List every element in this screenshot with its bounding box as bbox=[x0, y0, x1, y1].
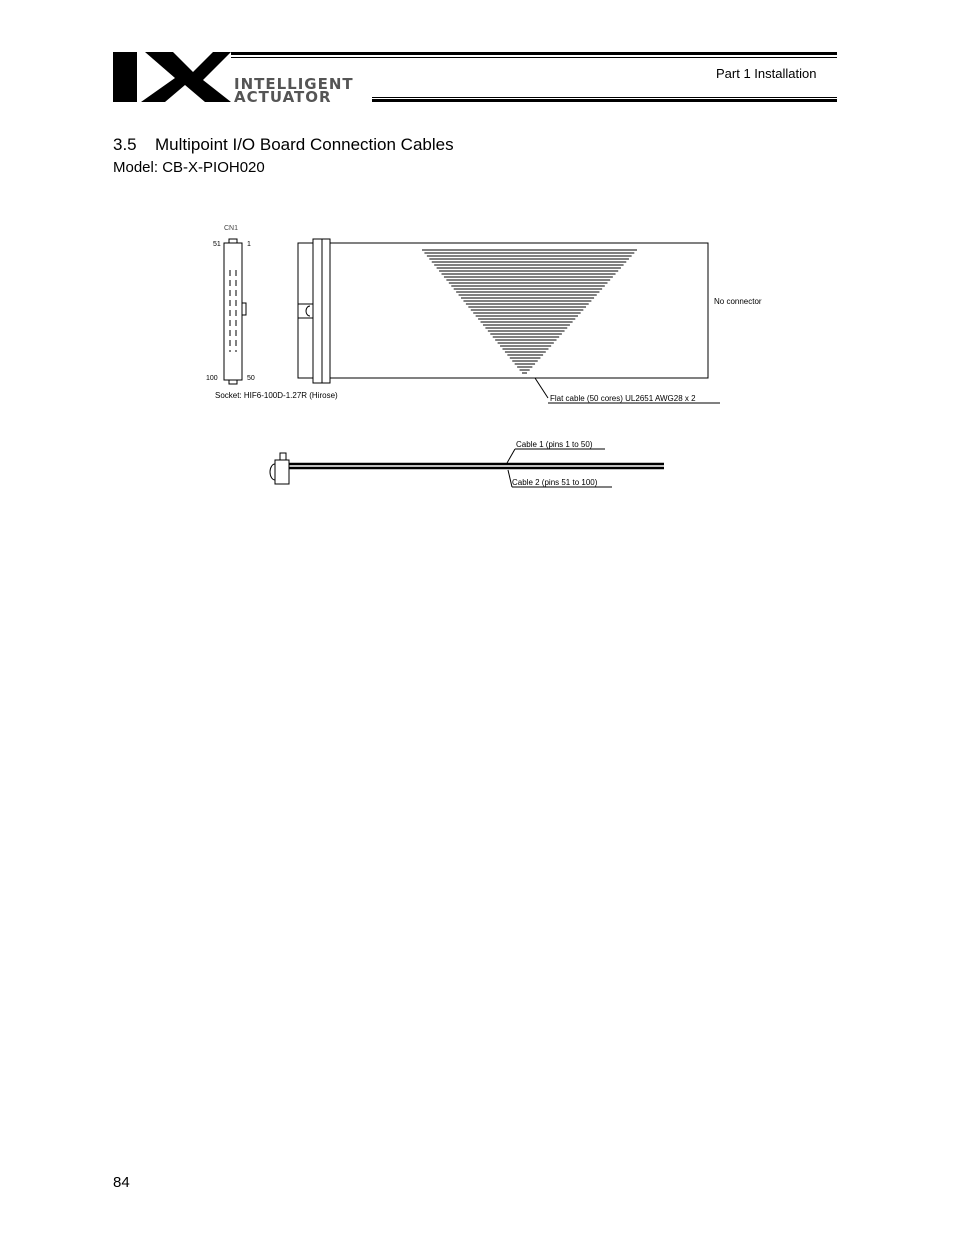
model-label: Model: CB-X-PIOH020 bbox=[113, 159, 265, 176]
connector-label: CN1 bbox=[224, 225, 239, 232]
connector-side-view bbox=[298, 239, 708, 383]
flat-cable-fan bbox=[422, 250, 637, 373]
section-number: 3.5 bbox=[113, 135, 137, 154]
section-part: Part 1 Installation bbox=[716, 66, 817, 81]
pin-1-label: 1 bbox=[247, 241, 251, 248]
cable-connector bbox=[275, 460, 289, 484]
logo-word-actuator: ACTUATOR bbox=[234, 88, 332, 106]
cable-2-label: Cable 2 (pins 51 to 100) bbox=[512, 478, 598, 487]
cable-1-label: Cable 1 (pins 1 to 50) bbox=[516, 440, 593, 449]
pin-100-label: 100 bbox=[206, 375, 218, 382]
cable-diagram bbox=[0, 0, 954, 520]
logo-word-intelligent: INTELLIGENT bbox=[234, 75, 354, 93]
page-number: 84 bbox=[113, 1174, 130, 1191]
socket-label: Socket: HIF6-100D-1.27R (Hirose) bbox=[215, 391, 338, 400]
connector-front-view bbox=[224, 243, 242, 380]
pin-51-label: 51 bbox=[213, 241, 221, 248]
flat-cable-label: Flat cable (50 cores) UL2651 AWG28 x 2 bbox=[550, 394, 696, 403]
section-title: Multipoint I/O Board Connection Cables bbox=[155, 135, 454, 154]
pin-50-label: 50 bbox=[247, 375, 255, 382]
no-connector-label: No connector bbox=[714, 297, 762, 306]
